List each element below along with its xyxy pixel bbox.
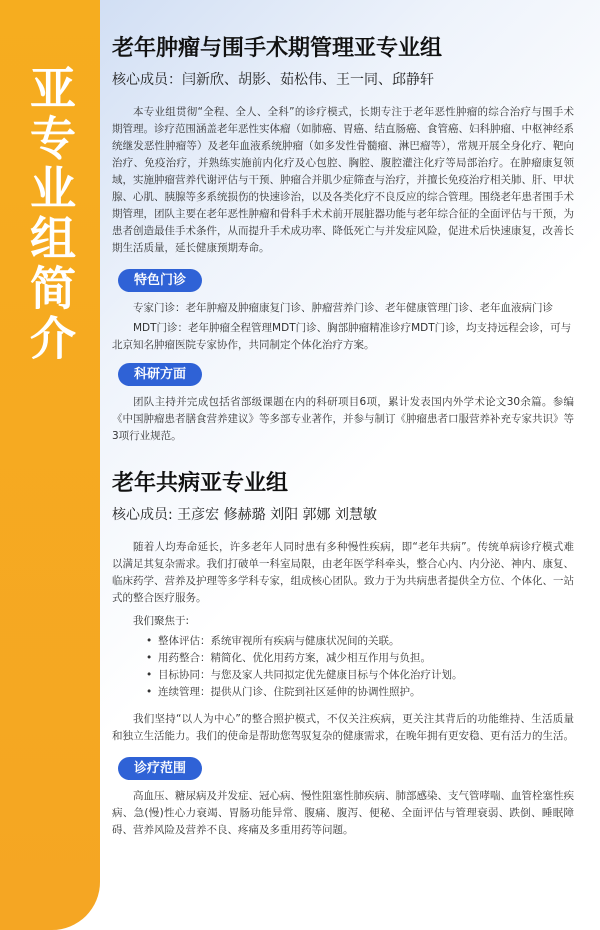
clinic-line-mdt: MDT门诊：老年肿瘤全程管理MDT门诊、胸部肿瘤精准诊疗MDT门诊，均支持远程会诊，可与北京知名肿瘤医院专家协作，共同制定个体化治疗方案。 [112,322,572,351]
members-comorbidity: 核心成员: 王彦宏 修赫璐 刘阳 郭娜 刘慧敏 [112,507,377,523]
badge-scope: 诊疗范围 [118,757,202,780]
section-title-comorbidity: 老年共病亚专业组 [112,471,289,496]
focus-item: • 目标协同：与您及家人共同拟定优先健康目标与个体化治疗计划。 [146,667,574,684]
sidebar [0,0,100,930]
focus-item: • 用药整合：精简化、优化用药方案，减少相互作用与负担。 [146,650,574,667]
badge-research: 科研方面 [118,363,202,386]
main-content [112,34,574,845]
badge-special-clinic: 特色门诊 [118,269,202,292]
intro-comorbidity: 随着人均寿命延长，许多老年人同时患有多种慢性疾病，即“老年共病”。传统单病诊疗模式难以满足其复杂需求。我们打破单一科室局限，由老年医学科牵头，整合心内、内分泌、神内、康复、临床药学、营养及护理等多学科专家，组成核心团队。致力于为共病患者提供全方位、个体化、一站式的整合医疗服务。 [112,541,574,604]
focus-item: • 连续管理：提供从门诊、住院到社区延伸的协调性照护。 [146,684,574,701]
clinic-line-expert: 专家门诊：老年肿瘤及肿瘤康复门诊、肿瘤营养门诊、老年健康管理门诊、老年血液病门诊 [133,302,553,314]
mission-text: 我们坚持“以人为中心”的整合照护模式，不仅关注疾病，更关注其背后的功能维持、生活质量和独立生活能力。我们的使命是帮助您驾驭复杂的健康需求，在晚年拥有更安稳、更有活力的生活。 [112,713,574,742]
sidebar-title: 亚专业组简介 [23,64,77,364]
focus-label: 我们聚焦于: [133,615,190,627]
focus-item: • 整体评估：系统审视所有疾病与健康状况间的关联。 [146,633,574,650]
section-title-oncology: 老年肿瘤与围手术期管理亚专业组 [112,36,443,61]
section-gap [112,451,574,469]
focus-list [146,633,574,701]
research-text: 团队主持并完成包括省部级课题在内的科研项目6项，累计发表国内外学术论文30余篇。参编《中国肿瘤患者膳食营养建议》等多部专业著作，并参与制订《肿瘤患者口服营养补充专家共识》等3项行业规范。 [112,396,574,442]
scope-text: 高血压、糖尿病及并发症、冠心病、慢性阻塞性肺疾病、肺部感染、支气管哮喘、血管栓塞性疾病、急(慢)性心力衰竭、胃肠功能异常、腹痛、腹泻、便秘、全面评估与管理衰弱、跌倒、睡眠障碍、营养风险及营养不良、疼痛及多重用药等问题。 [112,790,574,836]
intro-oncology: 本专业组贯彻“全程、全人、全科”的诊疗模式，长期专注于老年恶性肿瘤的综合治疗与围手术期管理。诊疗范围涵盖老年恶性实体瘤（如肺癌、胃癌、结直肠癌、食管癌、妇科肿瘤、中枢神经系统继发恶性肿瘤等）及老年血液系统肿瘤（如多发性骨髓瘤、淋巴瘤等），常规开展全身化疗、靶向治疗、免疫治疗，并熟练实施前内化疗及心包腔、胸腔、腹腔灌注化疗等局部治疗。在肿瘤康复领域，实施肿瘤营养代谢评估与干预、肿瘤合并肌少症筛查与治疗，并擅长免疫治疗相关肺、肝、甲状腺、心肌、胰腺等多系统损伤的快速诊治，以及各类化疗不良反应的综合管理。围绕老年患者围手术期管理，团队主要在老年恶性肿瘤和骨科手术术前开展脏器功能与老年综合征的全面评估与干预，为患者创造最佳手术条件，从而提升手术成功率、降低死亡与并发症风险，促进术后快速康复，改善长期生活质量，延长健康预期寿命。 [112,106,574,254]
members-oncology: 核心成员：闫新欣、胡影、茹松伟、王一同、邱静轩 [112,72,434,88]
